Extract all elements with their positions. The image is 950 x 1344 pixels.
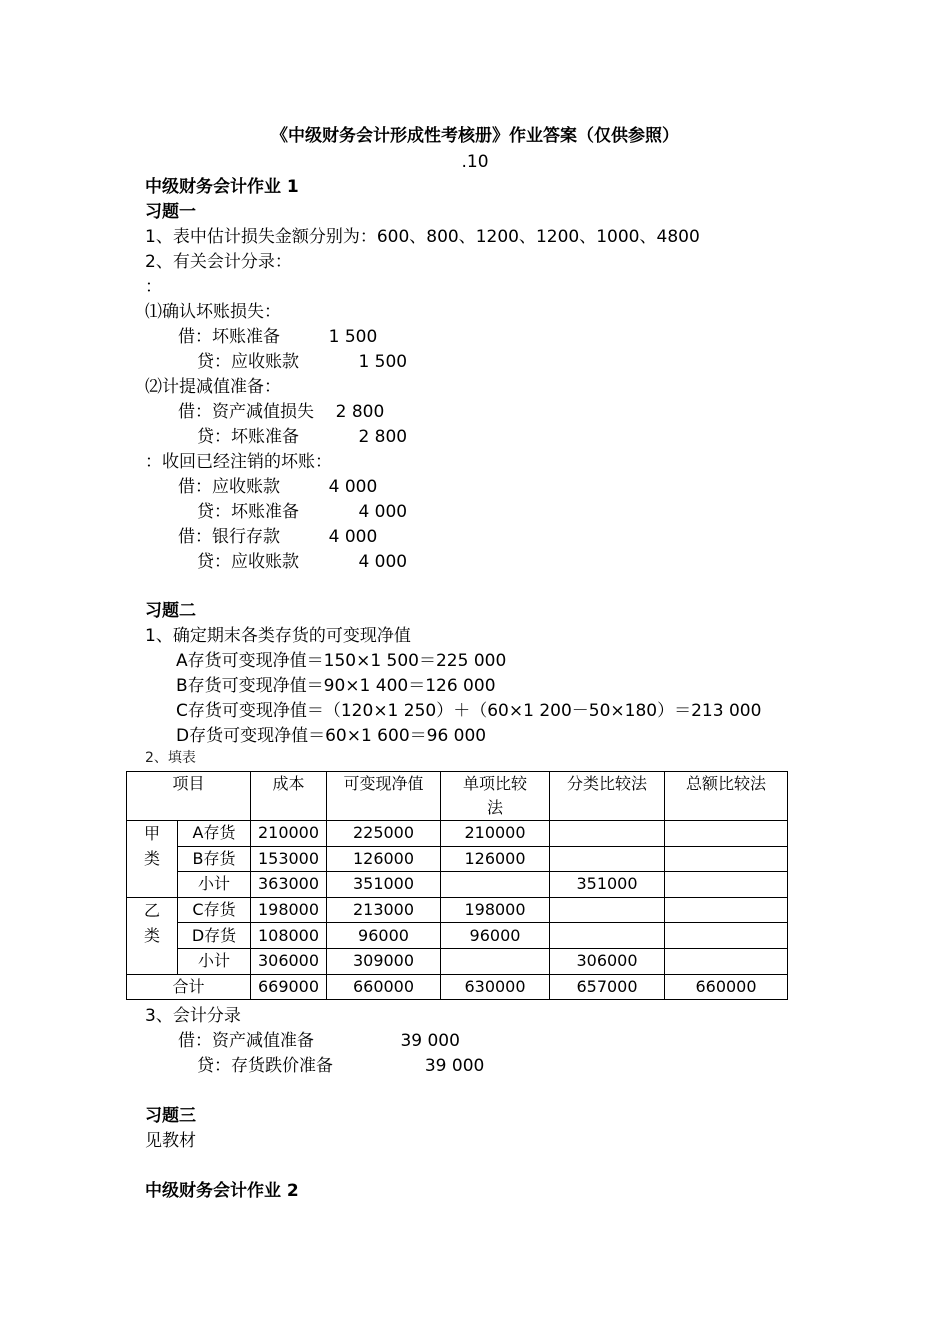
row-cost: 363000 bbox=[251, 872, 327, 898]
exercise-2-heading: 习题二 bbox=[145, 601, 196, 621]
row-single: 126000 bbox=[441, 846, 550, 872]
document-title: 《中级财务会计形成性考核册》作业答案（仅供参照） bbox=[271, 126, 679, 146]
entry-3-heading: ：收回已经注销的坏账： bbox=[145, 452, 332, 472]
row-cost: 198000 bbox=[251, 897, 327, 923]
row-item: C存货 bbox=[178, 897, 251, 923]
row-total bbox=[665, 821, 788, 847]
row-cost: 153000 bbox=[251, 846, 327, 872]
header-cost: 成本 bbox=[251, 772, 327, 821]
entry-4-debit: 借：资产减值准备 39 000 bbox=[178, 1031, 460, 1051]
nrv-a: A存货可变现净值＝150×1 500＝225 000 bbox=[176, 651, 507, 671]
row-total bbox=[665, 872, 788, 898]
exercise-1-para-2: 2、有关会计分录： bbox=[145, 252, 292, 272]
row-nrv: 351000 bbox=[327, 872, 441, 898]
entry-3-credit-2: 贷：应收账款 4 000 bbox=[197, 552, 408, 572]
row-cost: 108000 bbox=[251, 923, 327, 949]
row-class bbox=[550, 846, 665, 872]
table-row bbox=[127, 821, 788, 847]
row-class: 306000 bbox=[550, 948, 665, 974]
row-nrv: 213000 bbox=[327, 897, 441, 923]
header-total-compare: 总额比较法 bbox=[665, 772, 788, 821]
table-row bbox=[127, 846, 788, 872]
document-subtitle: .10 bbox=[461, 152, 489, 172]
table-row bbox=[127, 872, 788, 898]
row-item: D存货 bbox=[178, 923, 251, 949]
table-row bbox=[127, 897, 788, 923]
total-single: 630000 bbox=[441, 974, 550, 1000]
row-total bbox=[665, 846, 788, 872]
header-class-compare: 分类比较法 bbox=[550, 772, 665, 821]
group-label-jia: 甲类 bbox=[127, 821, 178, 898]
group-label-yi: 乙类 bbox=[127, 897, 178, 974]
exercise-2-para-3: 3、会计分录 bbox=[145, 1006, 241, 1026]
row-nrv: 126000 bbox=[327, 846, 441, 872]
row-item: A存货 bbox=[178, 821, 251, 847]
row-single: 210000 bbox=[441, 821, 550, 847]
row-single: 96000 bbox=[441, 923, 550, 949]
row-item: 小计 bbox=[178, 872, 251, 898]
row-nrv: 309000 bbox=[327, 948, 441, 974]
entry-2-heading: ⑵计提减值准备： bbox=[145, 377, 281, 397]
table-row bbox=[127, 948, 788, 974]
header-item: 项目 bbox=[127, 772, 251, 821]
row-single bbox=[441, 872, 550, 898]
entry-3-debit-1: 借：应收账款 4 000 bbox=[178, 477, 378, 497]
row-total bbox=[665, 897, 788, 923]
row-item: B存货 bbox=[178, 846, 251, 872]
entry-2-debit: 借：资产减值损失 2 800 bbox=[178, 402, 385, 422]
table-row bbox=[127, 923, 788, 949]
row-class: 351000 bbox=[550, 872, 665, 898]
nrv-b: B存货可变现净值＝90×1 400＝126 000 bbox=[176, 676, 496, 696]
inventory-table bbox=[126, 771, 788, 1000]
entry-4-credit: 贷：存货跌价准备 39 000 bbox=[197, 1056, 485, 1076]
entry-1-heading: ⑴确认坏账损失： bbox=[145, 302, 281, 322]
exercise-2-para-1: 1、确定期末各类存货的可变现净值 bbox=[145, 626, 411, 646]
total-total: 660000 bbox=[665, 974, 788, 1000]
assignment-1-heading: 中级财务会计作业 1 bbox=[145, 177, 299, 197]
exercise-3-text: 见教材 bbox=[145, 1131, 196, 1151]
row-single: 198000 bbox=[441, 897, 550, 923]
entry-2-credit: 贷：坏账准备 2 800 bbox=[197, 427, 408, 447]
row-single bbox=[441, 948, 550, 974]
exercise-2-para-2: 2、填表 bbox=[145, 750, 196, 766]
total-nrv: 660000 bbox=[327, 974, 441, 1000]
table-header-row bbox=[127, 772, 788, 821]
table-total-row bbox=[127, 974, 788, 1000]
exercise-1-para-3: ： bbox=[145, 277, 162, 297]
entry-3-debit-2: 借：银行存款 4 000 bbox=[178, 527, 378, 547]
row-nrv: 96000 bbox=[327, 923, 441, 949]
nrv-d: D存货可变现净值＝60×1 600＝96 000 bbox=[176, 726, 487, 746]
exercise-1-heading: 习题一 bbox=[145, 202, 196, 222]
row-total bbox=[665, 923, 788, 949]
header-single-compare: 单项比较法 bbox=[441, 772, 550, 821]
header-nrv: 可变现净值 bbox=[327, 772, 441, 821]
entry-1-credit: 贷：应收账款 1 500 bbox=[197, 352, 408, 372]
assignment-2-heading: 中级财务会计作业 2 bbox=[145, 1181, 299, 1201]
row-class bbox=[550, 821, 665, 847]
exercise-3-heading: 习题三 bbox=[145, 1106, 196, 1126]
row-class bbox=[550, 923, 665, 949]
row-nrv: 225000 bbox=[327, 821, 441, 847]
total-class: 657000 bbox=[550, 974, 665, 1000]
total-cost: 669000 bbox=[251, 974, 327, 1000]
row-cost: 210000 bbox=[251, 821, 327, 847]
entry-3-credit-1: 贷：坏账准备 4 000 bbox=[197, 502, 408, 522]
row-item: 小计 bbox=[178, 948, 251, 974]
entry-1-debit: 借：坏账准备 1 500 bbox=[178, 327, 378, 347]
row-total bbox=[665, 948, 788, 974]
row-class bbox=[550, 897, 665, 923]
row-cost: 306000 bbox=[251, 948, 327, 974]
exercise-1-para-1: 1、表中估计损失金额分别为：600、800、1200、1200、1000、4800 bbox=[145, 227, 700, 247]
total-label: 合计 bbox=[127, 974, 251, 1000]
nrv-c: C存货可变现净值＝（120×1 250）＋（60×1 200－50×180）＝213 000 bbox=[176, 701, 762, 721]
